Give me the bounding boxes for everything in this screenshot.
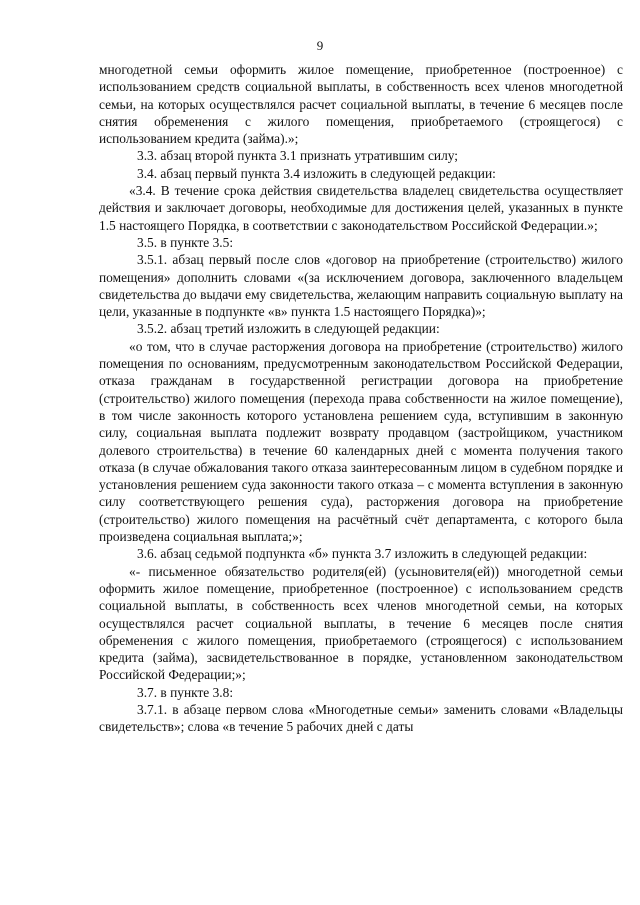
paragraph-continuation: многодетной семьи оформить жилое помещение, приобретенное (построенное) с использованием средств социальной выплаты, в собственность всех членов многодетной семьи, на которых осуществлялся расчет социальной выплаты, в течение 6 месяцев после снятия обременения с жилого помещения, приобретаемого (строящегося) с использованием кредита (займа).»; — [99, 62, 623, 147]
paragraph-3-4-quote: «3.4. В течение срока действия свидетельства владелец свидетельства осуществляет действия и заключает договоры, необходимые для достижения целей, указанных в пункте 1.5 настоящего Порядка, в соответствии с законодательством Российской Федерации.»; — [99, 183, 623, 233]
paragraph-3-5: 3.5. в пункте 3.5: — [137, 234, 234, 250]
paragraph-3-6: 3.6. абзац седьмой подпункта «б» пункта 3.7 изложить в следующей редакции: — [137, 546, 588, 562]
paragraph-3-7-1: 3.7.1. в абзаце первом слова «Многодетные семьи» заменить словами «Владельцы свидетельств»; слова «в течение 5 рабочих дней с даты — [99, 701, 623, 735]
paragraph-3-3: 3.3. абзац второй пункта 3.1 признать утратившим силу; — [137, 148, 459, 164]
paragraph-3-6-quote: «- письменное обязательство родителя(ей) (усыновителя(ей)) многодетной семьи оформить жилое помещение, приобретенное (построенное) с использованием средств социальной выплаты, в собственность всех членов многодетной семьи, на которых осуществлялся расчет социальной выплаты, в течение 6 месяцев после снятия обременения с жилого помещения, приобретаемого (строящегося) с использованием кредита (займа), засвидетельствованное в порядке, установленном законодательством Российской Федерации;»; — [99, 563, 623, 683]
paragraph-3-4: 3.4. абзац первый пункта 3.4 изложить в следующей редакции: — [137, 165, 496, 181]
paragraph-3-5-1: 3.5.1. абзац первый после слов «договор на приобретение (строительство) жилого помещения» дополнить словами «(за исключением договора, заключенного владельцем свидетельства до выдачи ему свидетельства, желающим направить социальную выплату на цели, указанные в подпункте «в» пункта 1.5 настоящего Порядка)»; — [99, 252, 623, 320]
page-number: 9 — [316, 38, 324, 53]
paragraph-3-5-2-quote: «о том, что в случае расторжения договора на приобретение (строительство) жилого помещения по основаниям, предусмотренным законодательством Российской Федерации, отказа гражданам в государственной регистрации договора на приобретение (строительство) жилого помещения (перехода права собственности на жилое помещение), в том числе законность которого установлена решением суда, вступившим в законную силу, социальная выплата подлежит возврату продавцом (застройщиком, участником долевого строительства) в течение 60 календарных дней с момента получения такого отказа (в случае обжалования такого отказа заинтересованным лицом в судебном порядке и установления решением суда законности такого отказа – с момента вступления в законную силу соответствующего решения суда), расторжения договора на приобретение (строительство) жилого помещения на расчётный счёт департамента, с которого была произведена социальная выплата;»; — [99, 338, 623, 545]
paragraph-3-5-2: 3.5.2. абзац третий изложить в следующей редакции: — [137, 321, 440, 337]
document-body — [99, 61, 623, 736]
paragraph-3-7: 3.7. в пункте 3.8: — [137, 684, 234, 700]
